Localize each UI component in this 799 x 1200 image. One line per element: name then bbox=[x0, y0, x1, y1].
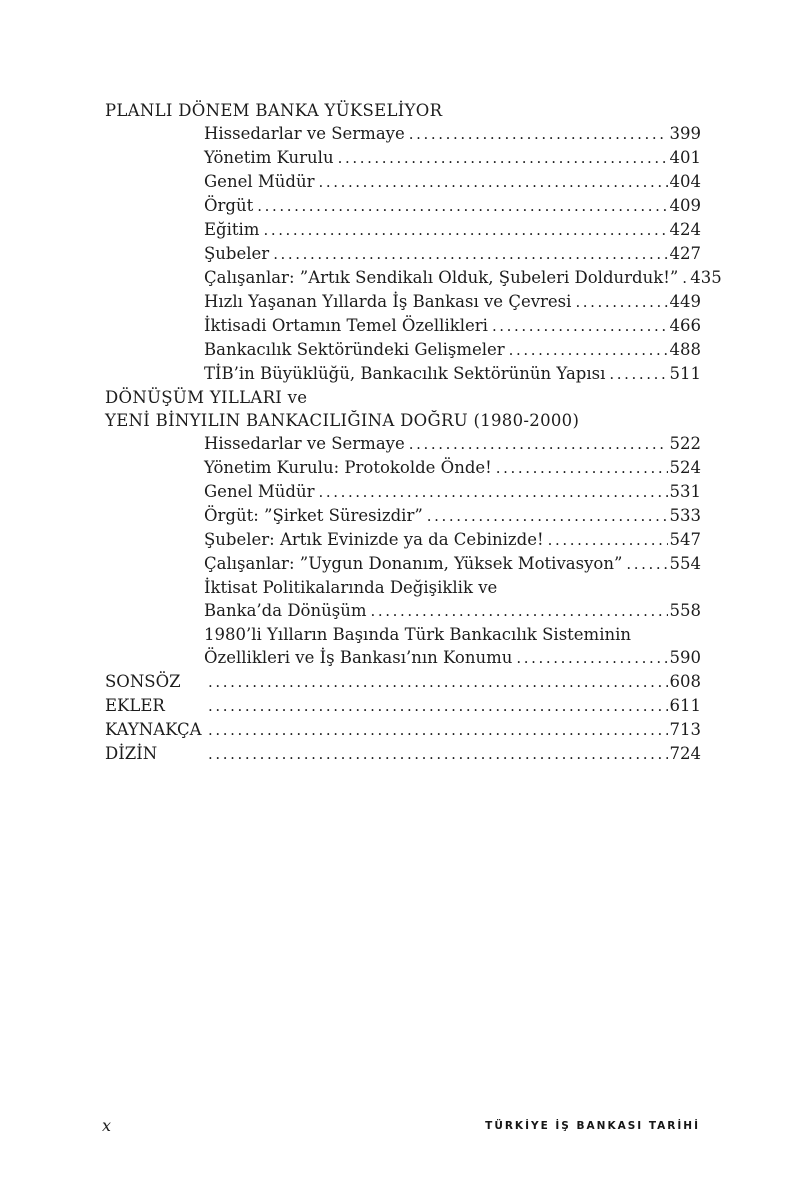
toc-page bbox=[105, 99, 722, 766]
toc-entry-title: Şubeler bbox=[204, 244, 270, 263]
toc-entry-page: 427 bbox=[669, 244, 701, 263]
dot-leader bbox=[427, 504, 668, 528]
toc-entry-page: 424 bbox=[669, 220, 701, 239]
dot-leader bbox=[548, 528, 668, 552]
toc-entry-title: Genel Müdür bbox=[204, 482, 315, 501]
toc-back-matter bbox=[105, 670, 701, 766]
dot-leader bbox=[509, 338, 668, 362]
dot-leader bbox=[263, 218, 667, 242]
back-matter-label: SONSÖZ bbox=[105, 672, 181, 691]
toc-entry-page: 401 bbox=[669, 148, 701, 167]
toc-entry bbox=[105, 266, 722, 290]
dot-leader bbox=[257, 194, 667, 218]
toc-entry-page: 524 bbox=[669, 458, 701, 477]
back-matter-entry bbox=[105, 670, 701, 694]
dot-leader bbox=[318, 480, 667, 504]
toc-entry-page: 435 bbox=[690, 268, 722, 287]
toc-entry bbox=[105, 338, 701, 362]
back-matter-page: 611 bbox=[669, 696, 701, 715]
toc-entry bbox=[105, 146, 701, 170]
toc-entry-page: 399 bbox=[669, 124, 701, 143]
toc-entry-title: Örgüt bbox=[204, 196, 254, 215]
toc-entry-page: 511 bbox=[669, 364, 701, 383]
toc-entry bbox=[105, 504, 701, 528]
toc-entry-title: 1980’li Yılların Başında Türk Bankacılık Sisteminin bbox=[204, 625, 632, 644]
section-heading-line-1: DÖNÜŞÜM YILLARI ve bbox=[105, 388, 308, 407]
toc-entry-title: Özellikleri ve İş Bankası’nın Konumu bbox=[204, 648, 513, 667]
toc-entry-title: Genel Müdür bbox=[204, 172, 315, 191]
toc-entry-title: Bankacılık Sektöründeki Gelişmeler bbox=[204, 340, 505, 359]
dot-leader bbox=[370, 599, 667, 623]
back-matter-page: 713 bbox=[669, 720, 701, 739]
toc-entry-title: Yönetim Kurulu: Protokolde Önde! bbox=[204, 458, 492, 477]
section-heading: PLANLI DÖNEM BANKA YÜKSELİYOR bbox=[105, 101, 443, 120]
toc-entry bbox=[105, 218, 701, 242]
toc-entry-page: 449 bbox=[669, 292, 701, 311]
toc-entry bbox=[105, 194, 701, 218]
toc-entry-title: Hissedarlar ve Sermaye bbox=[204, 434, 405, 453]
toc-entry-page: 547 bbox=[669, 530, 701, 549]
dot-leader bbox=[409, 122, 668, 146]
running-title: TÜRKİYE İŞ BANKASI TARİHİ bbox=[485, 1120, 700, 1132]
back-matter-entry bbox=[105, 718, 701, 742]
toc-entry bbox=[105, 362, 701, 386]
back-matter-entry bbox=[105, 742, 701, 766]
dot-leader bbox=[208, 670, 668, 694]
dot-leader bbox=[682, 266, 688, 290]
toc-entry-page: 409 bbox=[669, 196, 701, 215]
toc-entry bbox=[105, 290, 701, 314]
toc-entry bbox=[105, 599, 701, 623]
toc-entry-continuation bbox=[105, 576, 701, 599]
dot-leader bbox=[516, 646, 667, 670]
toc-entry-page: 531 bbox=[669, 482, 701, 501]
back-matter-page: 608 bbox=[669, 672, 701, 691]
toc-entry bbox=[105, 528, 701, 552]
toc-section-planli-donem bbox=[105, 99, 722, 386]
dot-leader bbox=[338, 146, 668, 170]
dot-leader bbox=[208, 718, 668, 742]
section-heading-line-2: YENİ BİNYILIN BANKACILIĞINA DOĞRU (1980-2000) bbox=[105, 411, 580, 430]
dot-leader bbox=[208, 694, 668, 718]
back-matter-label: KAYNAKÇA bbox=[105, 720, 202, 739]
dot-leader bbox=[496, 456, 668, 480]
back-matter-label: EKLER bbox=[105, 696, 165, 715]
toc-entry-page: 466 bbox=[669, 316, 701, 335]
toc-entry bbox=[105, 122, 701, 146]
toc-entry-page: 522 bbox=[669, 434, 701, 453]
toc-entry bbox=[105, 242, 701, 266]
dot-leader bbox=[575, 290, 667, 314]
toc-entry-continuation bbox=[105, 623, 701, 646]
toc-entry-page: 554 bbox=[669, 554, 701, 573]
toc-entry bbox=[105, 432, 701, 456]
back-matter-page: 724 bbox=[669, 744, 701, 763]
dot-leader bbox=[273, 242, 667, 266]
toc-entry bbox=[105, 552, 701, 576]
toc-entry bbox=[105, 170, 701, 194]
toc-entry bbox=[105, 480, 701, 504]
toc-entry-title: Çalışanlar: ”Uygun Donanım, Yüksek Motivasyon” bbox=[204, 554, 623, 573]
dot-leader bbox=[318, 170, 667, 194]
dot-leader bbox=[626, 552, 667, 576]
toc-entry-title: İktisat Politikalarında Değişiklik ve bbox=[204, 578, 498, 597]
toc-entry-title: İktisadi Ortamın Temel Özellikleri bbox=[204, 316, 488, 335]
toc-entry-title: TİB’in Büyüklüğü, Bankacılık Sektörünün Yapısı bbox=[204, 364, 606, 383]
toc-entry-title: Yönetim Kurulu bbox=[204, 148, 334, 167]
toc-entry-page: 404 bbox=[669, 172, 701, 191]
page-folio: x bbox=[102, 1116, 112, 1135]
toc-entry-title: Eğitim bbox=[204, 220, 260, 239]
dot-leader bbox=[208, 742, 668, 766]
toc-entry-title: Çalışanlar: ”Artık Sendikalı Olduk, Şubeleri Doldurduk!” bbox=[204, 268, 679, 287]
back-matter-entry bbox=[105, 694, 701, 718]
toc-entry-title: Örgüt: ”Şirket Süresizdir” bbox=[204, 506, 423, 525]
toc-entry-title: Banka’da Dönüşüm bbox=[204, 601, 367, 620]
toc-section-donusum-yillari bbox=[105, 386, 701, 670]
toc-entry-page: 533 bbox=[669, 506, 701, 525]
back-matter-label: DİZİN bbox=[105, 744, 158, 763]
toc-entry-page: 558 bbox=[669, 601, 701, 620]
toc-entry-page: 590 bbox=[669, 648, 701, 667]
toc-entry bbox=[105, 314, 701, 338]
toc-entry-page: 488 bbox=[669, 340, 701, 359]
toc-entry-title: Şubeler: Artık Evinizde ya da Cebinizde! bbox=[204, 530, 544, 549]
toc-entry bbox=[105, 456, 701, 480]
toc-entry bbox=[105, 646, 701, 670]
dot-leader bbox=[609, 362, 667, 386]
dot-leader bbox=[409, 432, 668, 456]
toc-entry-title: Hissedarlar ve Sermaye bbox=[204, 124, 405, 143]
toc-entry-title: Hızlı Yaşanan Yıllarda İş Bankası ve Çevresi bbox=[204, 292, 572, 311]
dot-leader bbox=[492, 314, 668, 338]
